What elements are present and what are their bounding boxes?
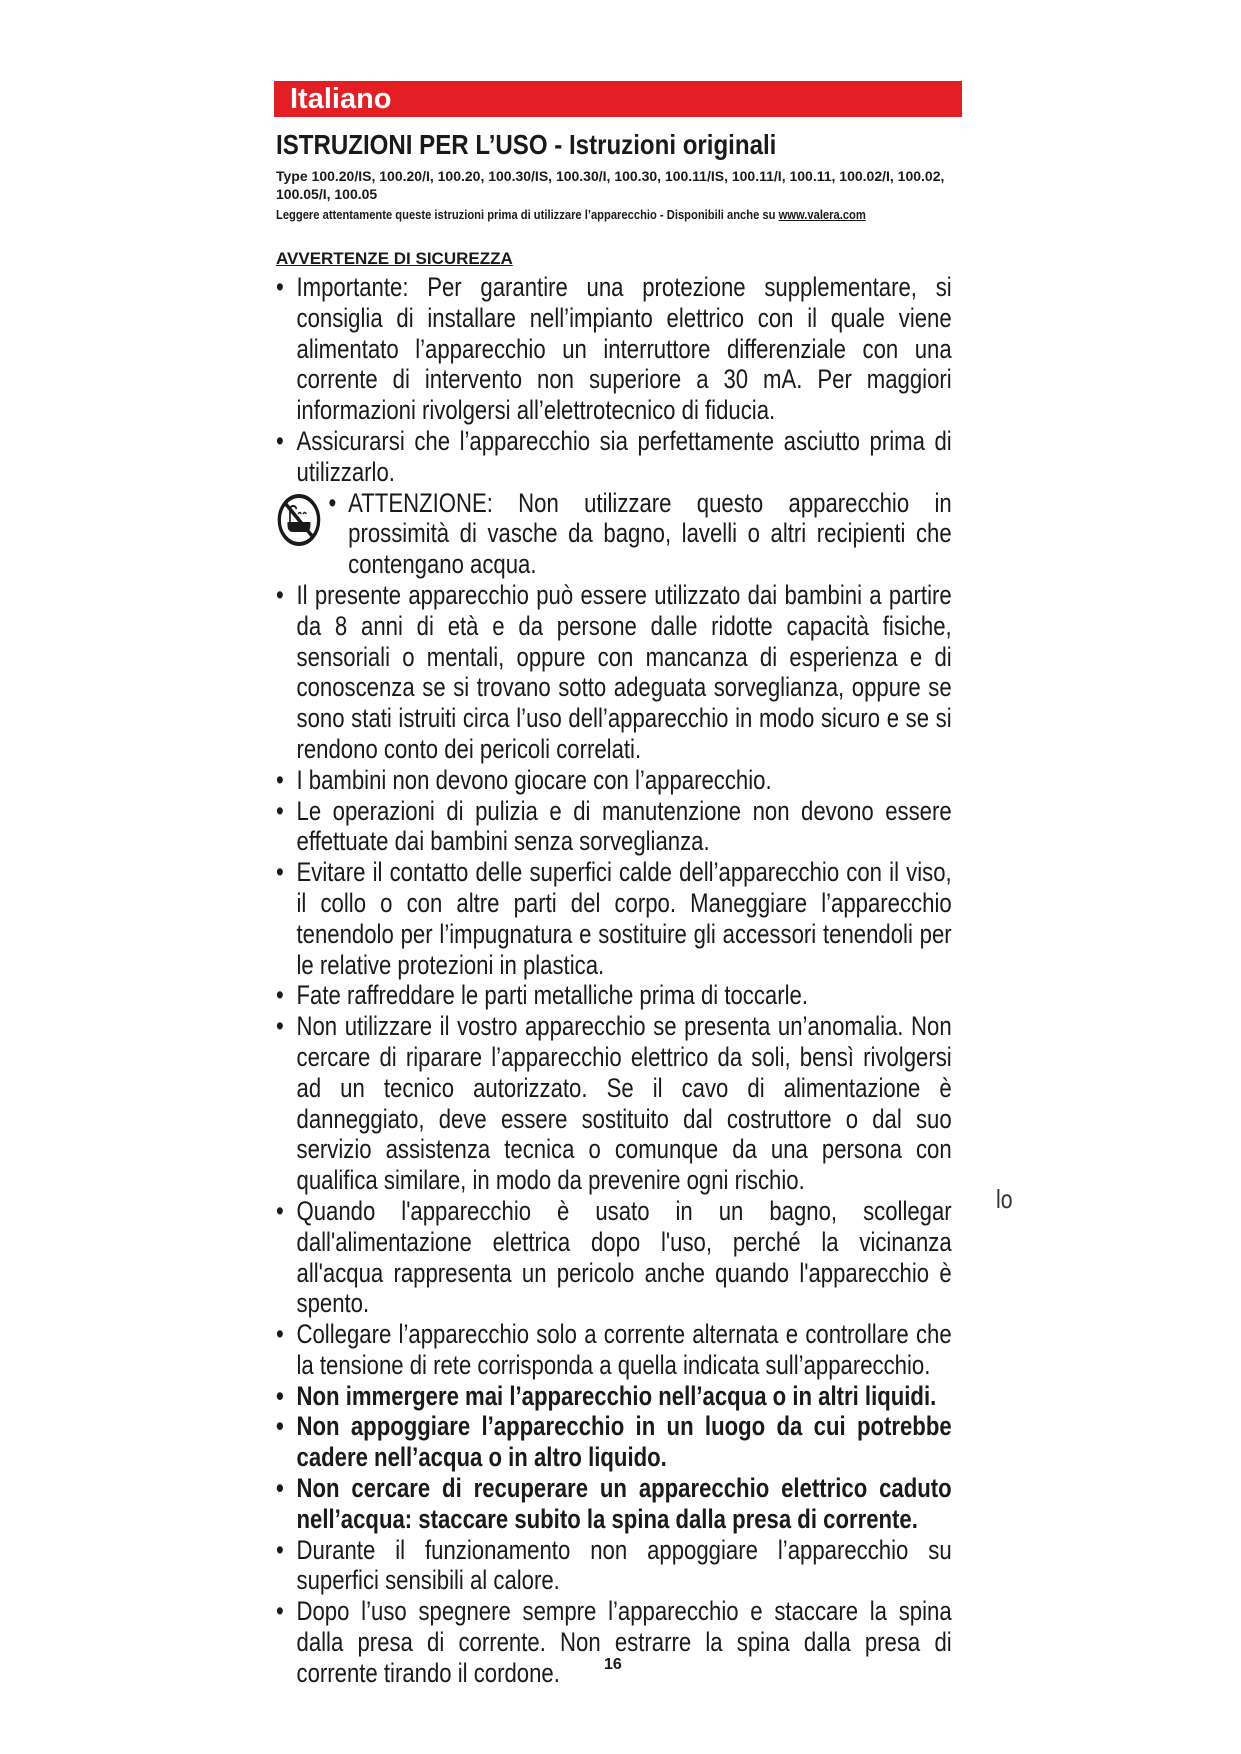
warning-text: Dopo l’uso spegnere sempre l’apparecchio e staccare la spina dalla presa di corrente. Non estrarre la spina dalla presa di corrente tirando il cordone. [296, 1596, 952, 1688]
warning-text: Il presente apparecchio può essere utilizzato dai bambini a partire da 8 anni di età e da persone dalle ridotte capacità fisiche, sensoriali o mentali, oppure con mancanza di esperienza e di conoscenza se si trovano sotto adeguata sorveglianza, oppure se sono stati istruiti circa l’uso dell’apparecchio in modo sicuro e se si rendono conto dei pericoli correlati. [296, 579, 952, 764]
warning-text: Non appoggiare l’apparecchio in un luogo da cui potrebbe cadere nell’acqua o in altro liquido. [296, 1411, 952, 1473]
website-link[interactable]: www.valera.com [778, 207, 866, 222]
warning-text: Importante: Per garantire una protezione supplementare, si consiglia di installare nell’impianto elettrico con il quale viene alimentato l’apparecchio un interruttore differenziale con una corrente di intervento non superiore a 30 mA. Per maggiori informazioni rivolgersi all’elettrotecnico di fiducia. [296, 272, 952, 426]
warning-item-bold [276, 1381, 952, 1412]
warning-item [276, 580, 952, 765]
warning-item-bold [276, 1473, 952, 1535]
warning-item [276, 1319, 952, 1381]
language-bar [274, 81, 962, 117]
warning-item [276, 426, 952, 488]
warning-item [276, 1011, 952, 1196]
bullet: • [276, 1380, 284, 1411]
bullet: • [276, 1596, 284, 1627]
note-text: Leggere attentamente queste istruzioni prima di utilizzare l’apparecchio - Disponibili anche su [276, 207, 776, 222]
bullet: • [276, 1011, 284, 1042]
language-label: Italiano [290, 83, 392, 115]
warning-item-bold [276, 1411, 952, 1473]
bullet: • [276, 425, 284, 456]
warning-item-bathtub [276, 488, 952, 580]
warning-item [276, 1596, 952, 1688]
warning-text: Evitare il contatto delle superfici calde dell’apparecchio con il viso, il collo o con altre parti del corpo. Maneggiare l’apparecchio tenendolo per l’impugnatura e sostituire gli accessori tenendoli per le relative protezioni in plastica. [296, 857, 952, 980]
bullet: • [276, 272, 284, 302]
bullet: • [276, 980, 284, 1011]
warning-item [276, 272, 952, 426]
safety-warnings-list [276, 272, 952, 1689]
warning-text: Assicurarsi che l’apparecchio sia perfettamente asciutto prima di utilizzarlo. [296, 425, 952, 487]
warning-text: Fate raffreddare le parti metalliche prima di toccarle. [296, 980, 809, 1011]
stray-text-fragment: lo [996, 1184, 1013, 1214]
bullet: • [276, 764, 284, 795]
warning-text: Quando l'apparecchio è usato in un bagno, scollegar dall'alimentazione elettrica dopo l'uso, perché la vicinanza all'acqua rappresenta un pericolo anche quando l'apparecchio è spento. [296, 1195, 952, 1319]
warning-item [276, 980, 952, 1011]
warning-text: Durante il funzionamento non appoggiare l’apparecchio su superfici sensibili al calore. [296, 1534, 952, 1596]
bullet: • [276, 1195, 284, 1226]
page-title: ISTRUZIONI PER L’USO - Istruzioni originali [276, 129, 777, 160]
bullet: • [276, 579, 284, 610]
warning-item [276, 765, 952, 796]
no-bathtub-icon [276, 492, 324, 548]
warning-item [276, 1535, 952, 1597]
warning-text: I bambini non devono giocare con l’apparecchio. [296, 764, 772, 795]
warning-text: ATTENZIONE: Non utilizzare questo apparecchio in prossimità di vasche da bagno, lavelli o altri recipienti che contengano acqua. [348, 487, 952, 580]
bullet: • [276, 795, 284, 826]
section-title: AVVERTENZE DI SICUREZZA [276, 249, 513, 268]
warning-text: Collegare l’apparecchio solo a corrente alternata e controllare che la tensione di rete corrisponda a quella indicata sull’apparecchio. [296, 1319, 952, 1380]
bullet: • [276, 1411, 284, 1442]
warning-text: Non immergere mai l’apparecchio nell’acqua o in altri liquidi. [296, 1380, 937, 1411]
warning-text: Non cercare di recuperare un apparecchio elettrico caduto nell’acqua: staccare subito la spina dalla presa di corrente. [296, 1473, 952, 1534]
bullet: • [328, 487, 337, 518]
instructions-note [276, 206, 866, 223]
model-types: Type 100.20/IS, 100.20/I, 100.20, 100.30/IS, 100.30/I, 100.30, 100.11/IS, 100.11/I, 100.11, 100.02/I, 100.02, 100.05/I, 100.05 [276, 168, 945, 202]
warning-item [276, 857, 952, 980]
page-number: 16 [604, 1656, 622, 1673]
bullet: • [276, 857, 284, 888]
bullet: • [276, 1319, 284, 1350]
warning-text: Non utilizzare il vostro apparecchio se presenta un’anomalia. Non cercare di riparare l’apparecchio elettrico da soli, bensì rivolgersi ad un tecnico autorizzato. Se il cavo di alimentazione è danneggiato, deve essere sostituito dal costruttore o dal suo servizio assistenza tecnica o comunque da una persona con qualifica similare, in modo da prevenire ogni rischio. [296, 1011, 952, 1196]
warning-item [276, 1196, 952, 1319]
warning-text: Le operazioni di pulizia e di manutenzione non devono essere effettuate dai bambini senza sorveglianza. [296, 795, 952, 857]
bullet: • [276, 1473, 284, 1504]
warning-item [276, 796, 952, 858]
bullet: • [276, 1534, 284, 1565]
